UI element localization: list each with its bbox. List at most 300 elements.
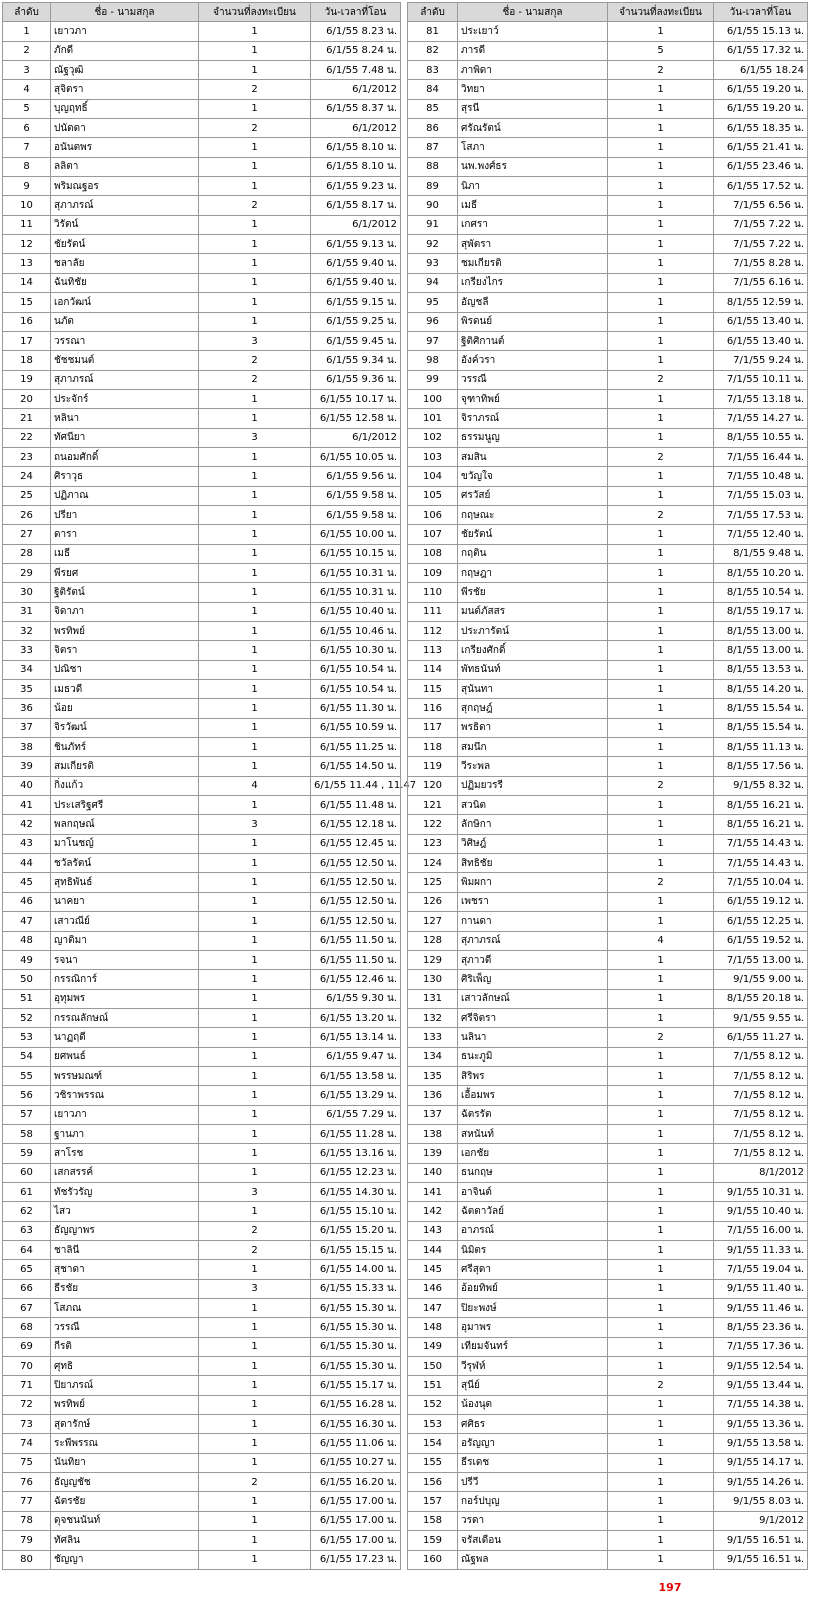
row-datetime: 6/1/55 8.24 น. (311, 41, 401, 60)
header-row (408, 3, 808, 22)
table-row (3, 99, 401, 118)
row-count: 1 (199, 912, 311, 931)
row-count: 1 (199, 525, 311, 544)
row-number: 99 (408, 370, 458, 389)
row-number: 32 (3, 622, 51, 641)
row-count: 1 (199, 1415, 311, 1434)
row-number: 156 (408, 1473, 458, 1492)
table-row (3, 447, 401, 466)
row-number: 134 (408, 1047, 458, 1066)
row-name: ธัญญาพร (51, 1221, 199, 1240)
table-row (3, 254, 401, 273)
row-number: 1 (3, 22, 51, 41)
row-name: วิศิษฎ์ (458, 834, 608, 853)
row-datetime: 6/1/55 14.30 น. (311, 1182, 401, 1201)
row-number: 41 (3, 796, 51, 815)
row-count: 4 (608, 931, 714, 950)
row-datetime: 6/1/55 16.28 น. (311, 1395, 401, 1414)
row-count: 2 (608, 505, 714, 524)
row-count: 2 (199, 1221, 311, 1240)
row-datetime: 7/1/55 8.12 น. (714, 1105, 808, 1124)
row-name: พัทธนันท์ (458, 660, 608, 679)
row-number: 85 (408, 99, 458, 118)
table-row (408, 1318, 808, 1337)
row-number: 62 (3, 1202, 51, 1221)
row-count: 1 (608, 312, 714, 331)
row-number: 110 (408, 583, 458, 602)
row-number: 75 (3, 1453, 51, 1472)
row-count: 1 (608, 1318, 714, 1337)
row-name: ภารดี (458, 41, 608, 60)
row-number: 8 (3, 157, 51, 176)
row-datetime: 6/1/55 12.25 น. (714, 912, 808, 931)
row-count: 1 (608, 331, 714, 350)
row-name: สุภาภรณ์ (51, 370, 199, 389)
row-datetime: 8/1/55 15.54 น. (714, 718, 808, 737)
row-name: วีระพล (458, 757, 608, 776)
row-count: 1 (608, 409, 714, 428)
row-datetime: 9/1/55 16.51 น. (714, 1531, 808, 1550)
row-datetime: 7/1/55 8.28 น. (714, 254, 808, 273)
table-row (408, 854, 808, 873)
table-row (3, 1260, 401, 1279)
row-number: 10 (3, 196, 51, 215)
row-datetime: 7/1/55 8.12 น. (714, 1124, 808, 1143)
row-datetime: 6/1/55 13.40 น. (714, 312, 808, 331)
row-number: 47 (3, 912, 51, 931)
row-datetime: 8/1/55 15.54 น. (714, 699, 808, 718)
row-count: 1 (608, 1492, 714, 1511)
row-count: 1 (199, 389, 311, 408)
header-count: จำนวนที่ลงทะเบียน (199, 3, 311, 22)
row-name: เมธี (51, 544, 199, 563)
row-name: อาภรณ์ (458, 1221, 608, 1240)
table-row (3, 989, 401, 1008)
row-count: 1 (199, 699, 311, 718)
row-count: 1 (199, 641, 311, 660)
row-count: 1 (608, 1163, 714, 1182)
row-number: 46 (3, 892, 51, 911)
row-name: ธนกฤษ (458, 1163, 608, 1182)
row-number: 42 (3, 815, 51, 834)
table-row (408, 351, 808, 370)
table-row (3, 1415, 401, 1434)
row-number: 121 (408, 796, 458, 815)
row-name: ประจักร์ (51, 389, 199, 408)
row-name: พริมณฐอร (51, 177, 199, 196)
row-name: จิดาภา (51, 602, 199, 621)
row-datetime: 6/1/55 18.35 น. (714, 119, 808, 138)
table-row (408, 1299, 808, 1318)
row-count: 1 (608, 815, 714, 834)
row-count: 1 (608, 680, 714, 699)
table-row (408, 1279, 808, 1298)
row-number: 149 (408, 1337, 458, 1356)
row-number: 74 (3, 1434, 51, 1453)
row-number: 105 (408, 486, 458, 505)
table-row (3, 1299, 401, 1318)
row-number: 21 (3, 409, 51, 428)
row-number: 31 (3, 602, 51, 621)
row-name: ศศิธร (458, 1415, 608, 1434)
row-count: 2 (199, 1241, 311, 1260)
row-number: 148 (408, 1318, 458, 1337)
row-count: 1 (199, 1337, 311, 1356)
table-row (408, 544, 808, 563)
row-count: 1 (608, 796, 714, 815)
row-datetime: 6/1/55 15.13 น. (714, 22, 808, 41)
row-name: กอร์ปบุญ (458, 1492, 608, 1511)
row-number: 59 (3, 1144, 51, 1163)
table-row (3, 1434, 401, 1453)
table-row (408, 796, 808, 815)
row-datetime: 8/1/55 17.56 น. (714, 757, 808, 776)
row-name: นิมิตร (458, 1241, 608, 1260)
row-datetime: 6/1/55 17.32 น. (714, 41, 808, 60)
row-datetime: 7/1/55 14.43 น. (714, 854, 808, 873)
table-row (408, 138, 808, 157)
table-row (408, 61, 808, 80)
table-row (3, 486, 401, 505)
table-row (408, 1105, 808, 1124)
table-row (3, 1376, 401, 1395)
row-datetime: 7/1/55 10.48 น. (714, 467, 808, 486)
table-row (3, 1395, 401, 1414)
table-row (408, 1357, 808, 1376)
header-order: ลำดับ (3, 3, 51, 22)
header-datetime: วัน-เวลาที่โอน (311, 3, 401, 22)
row-datetime: 7/1/55 7.22 น. (714, 235, 808, 254)
table-row (3, 1144, 401, 1163)
row-datetime: 9/1/55 13.44 น. (714, 1376, 808, 1395)
row-datetime: 6/1/55 9.45 น. (311, 331, 401, 350)
row-datetime: 6/1/55 11.50 น. (311, 950, 401, 969)
table-row (3, 1047, 401, 1066)
row-name: วรรณี (458, 370, 608, 389)
row-number: 40 (3, 776, 51, 795)
row-count: 1 (199, 467, 311, 486)
table-row (3, 834, 401, 853)
row-number: 160 (408, 1550, 458, 1569)
row-number: 56 (3, 1086, 51, 1105)
row-number: 38 (3, 738, 51, 757)
row-name: สุพัตรา (458, 235, 608, 254)
table-row (408, 1492, 808, 1511)
row-number: 92 (408, 235, 458, 254)
row-datetime: 7/1/55 10.04 น. (714, 873, 808, 892)
row-count: 1 (199, 312, 311, 331)
row-count: 1 (199, 1028, 311, 1047)
table-row (3, 312, 401, 331)
row-name: ชัยรัตน์ (51, 235, 199, 254)
table-row (408, 467, 808, 486)
table-row (3, 950, 401, 969)
table-row (3, 22, 401, 41)
table-row (408, 892, 808, 911)
row-number: 55 (3, 1066, 51, 1085)
row-name: ชวัลรัตน์ (51, 854, 199, 873)
row-count: 1 (608, 1299, 714, 1318)
row-count: 1 (608, 22, 714, 41)
row-name: อ้อยทิพย์ (458, 1279, 608, 1298)
row-number: 111 (408, 602, 458, 621)
row-number: 34 (3, 660, 51, 679)
table-row (3, 215, 401, 234)
row-datetime: 6/1/55 13.58 น. (311, 1066, 401, 1085)
row-datetime: 9/1/55 11.40 น. (714, 1279, 808, 1298)
row-count: 2 (608, 1376, 714, 1395)
row-name: ศรวัสย์ (458, 486, 608, 505)
registration-table-right (407, 2, 808, 1570)
row-count: 1 (199, 854, 311, 873)
table-row (408, 389, 808, 408)
table-row (408, 215, 808, 234)
row-datetime: 6/1/55 12.18 น. (311, 815, 401, 834)
row-count: 1 (608, 602, 714, 621)
row-number: 27 (3, 525, 51, 544)
table-row (3, 428, 401, 447)
row-count: 1 (608, 1221, 714, 1240)
registration-table-left (2, 2, 417, 1570)
row-count: 1 (608, 989, 714, 1008)
row-name: สุจิตรา (51, 80, 199, 99)
row-count: 1 (608, 1202, 714, 1221)
row-name: เมธี (458, 196, 608, 215)
table-row (408, 950, 808, 969)
row-number: 98 (408, 351, 458, 370)
row-number: 77 (3, 1492, 51, 1511)
row-datetime: 6/1/55 8.10 น. (311, 138, 401, 157)
row-count: 1 (199, 1008, 311, 1027)
row-count: 1 (608, 428, 714, 447)
row-count: 1 (608, 583, 714, 602)
table-row (3, 776, 401, 795)
row-name: กฤษณะ (458, 505, 608, 524)
table-row (408, 1182, 808, 1201)
row-datetime: 7/1/55 13.18 น. (714, 389, 808, 408)
row-number: 28 (3, 544, 51, 563)
row-number: 65 (3, 1260, 51, 1279)
table-row (408, 1550, 808, 1569)
row-datetime: 6/1/55 15.20 น. (311, 1221, 401, 1240)
row-datetime: 7/1/55 6.16 น. (714, 273, 808, 292)
table-row (3, 1008, 401, 1027)
table-row (3, 119, 401, 138)
row-name: โสภณ (51, 1299, 199, 1318)
row-count: 1 (608, 912, 714, 931)
row-name: รจนา (51, 950, 199, 969)
row-name: สุรนี (458, 99, 608, 118)
row-count: 2 (199, 1473, 311, 1492)
table-row (408, 22, 808, 41)
row-count: 1 (199, 138, 311, 157)
row-count: 1 (608, 80, 714, 99)
row-number: 158 (408, 1511, 458, 1530)
row-count: 1 (608, 1105, 714, 1124)
row-name: ดารา (51, 525, 199, 544)
row-count: 1 (199, 409, 311, 428)
row-count: 1 (608, 525, 714, 544)
row-number: 69 (3, 1337, 51, 1356)
row-name: เพชรา (458, 892, 608, 911)
row-datetime: 6/1/55 21.41 น. (714, 138, 808, 157)
row-count: 1 (199, 1047, 311, 1066)
table-row (408, 622, 808, 641)
row-name: หลินา (51, 409, 199, 428)
row-datetime: 6/1/55 12.46 น. (311, 970, 401, 989)
row-name: ธัญญชัช (51, 1473, 199, 1492)
table-row (408, 1241, 808, 1260)
table-row (3, 660, 401, 679)
row-datetime: 6/1/55 9.58 น. (311, 505, 401, 524)
row-datetime: 6/1/55 9.13 น. (311, 235, 401, 254)
row-number: 2 (3, 41, 51, 60)
table-row (3, 1279, 401, 1298)
table-row (3, 892, 401, 911)
row-number: 11 (3, 215, 51, 234)
row-name: ปณิชา (51, 660, 199, 679)
row-name: อัญชลี (458, 293, 608, 312)
table-row (408, 602, 808, 621)
row-name: อุมาพร (458, 1318, 608, 1337)
table-row (3, 1453, 401, 1472)
row-name: วรรณี (51, 1318, 199, 1337)
row-number: 141 (408, 1182, 458, 1201)
table-row (3, 1105, 401, 1124)
row-datetime: 6/1/55 10.00 น. (311, 525, 401, 544)
table-row (3, 1124, 401, 1143)
row-datetime: 7/1/55 8.12 น. (714, 1144, 808, 1163)
table-row (3, 1473, 401, 1492)
row-count: 1 (608, 1086, 714, 1105)
row-name: ฐานภา (51, 1124, 199, 1143)
row-count: 1 (199, 177, 311, 196)
row-name: ปิยาภรณ์ (51, 1376, 199, 1395)
row-datetime: 6/1/55 12.50 น. (311, 912, 401, 931)
row-number: 44 (3, 854, 51, 873)
row-count: 1 (608, 389, 714, 408)
row-number: 88 (408, 157, 458, 176)
row-number: 131 (408, 989, 458, 1008)
row-number: 51 (3, 989, 51, 1008)
row-datetime: 7/1/55 14.38 น. (714, 1395, 808, 1414)
row-datetime: 6/1/2012 (311, 215, 401, 234)
table-row (3, 1531, 401, 1550)
row-name: สุภาภรณ์ (458, 931, 608, 950)
row-number: 33 (3, 641, 51, 660)
row-number: 4 (3, 80, 51, 99)
row-count: 1 (199, 447, 311, 466)
row-datetime: 6/1/55 23.46 น. (714, 157, 808, 176)
row-name: เมธวดี (51, 680, 199, 699)
table-row (3, 351, 401, 370)
row-datetime: 7/1/55 13.00 น. (714, 950, 808, 969)
row-name: สหนันท์ (458, 1124, 608, 1143)
row-count: 1 (608, 1415, 714, 1434)
row-number: 64 (3, 1241, 51, 1260)
row-count: 1 (199, 41, 311, 60)
row-name: ชัญญา (51, 1550, 199, 1569)
table-row (408, 563, 808, 582)
row-number: 84 (408, 80, 458, 99)
row-count: 1 (608, 235, 714, 254)
row-count: 1 (608, 1260, 714, 1279)
header-datetime: วัน-เวลาที่โอน (714, 3, 808, 22)
row-number: 86 (408, 119, 458, 138)
row-number: 135 (408, 1066, 458, 1085)
row-datetime: 6/1/55 8.17 น. (311, 196, 401, 215)
row-datetime: 6/1/55 9.40 น. (311, 254, 401, 273)
table-row (3, 1492, 401, 1511)
row-datetime: 6/1/55 10.30 น. (311, 641, 401, 660)
row-number: 122 (408, 815, 458, 834)
row-number: 155 (408, 1453, 458, 1472)
row-number: 115 (408, 680, 458, 699)
row-name: ยศพนธ์ (51, 1047, 199, 1066)
row-datetime: 8/1/55 10.20 น. (714, 563, 808, 582)
row-count: 1 (608, 467, 714, 486)
table-row (408, 409, 808, 428)
row-number: 104 (408, 467, 458, 486)
row-number: 103 (408, 447, 458, 466)
table-row (3, 738, 401, 757)
row-name: ธีรชัย (51, 1279, 199, 1298)
table-row (3, 525, 401, 544)
row-name: ชินภัทร์ (51, 738, 199, 757)
row-datetime: 7/1/55 7.22 น. (714, 215, 808, 234)
row-name: ฉันทิชัย (51, 273, 199, 292)
row-name: ศิราวุธ (51, 467, 199, 486)
table-row (408, 1066, 808, 1085)
row-datetime: 6/1/55 14.00 น. (311, 1260, 401, 1279)
row-number: 7 (3, 138, 51, 157)
row-number: 76 (3, 1473, 51, 1492)
table-row (408, 641, 808, 660)
row-datetime: 9/1/55 9.00 น. (714, 970, 808, 989)
table-row (3, 331, 401, 350)
table-row (408, 1434, 808, 1453)
table-row (408, 1144, 808, 1163)
row-number: 16 (3, 312, 51, 331)
row-datetime: 6/1/55 17.00 น. (311, 1511, 401, 1530)
row-name: เอกวัฒน์ (51, 293, 199, 312)
table-row (408, 1415, 808, 1434)
row-count: 3 (199, 428, 311, 447)
row-name: พิรดนย์ (458, 312, 608, 331)
row-datetime: 6/1/55 7.48 น. (311, 61, 401, 80)
table-row (3, 389, 401, 408)
row-number: 63 (3, 1221, 51, 1240)
row-count: 1 (199, 22, 311, 41)
row-number: 94 (408, 273, 458, 292)
table-row (408, 1260, 808, 1279)
table-row (408, 931, 808, 950)
row-number: 25 (3, 486, 51, 505)
row-number: 24 (3, 467, 51, 486)
row-datetime: 7/1/55 10.11 น. (714, 370, 808, 389)
row-number: 81 (408, 22, 458, 41)
row-number: 37 (3, 718, 51, 737)
row-datetime: 6/1/55 11.44 , 11.47 (311, 776, 401, 795)
table-row (3, 854, 401, 873)
row-datetime: 6/1/55 9.25 น. (311, 312, 401, 331)
row-datetime: 9/1/55 11.33 น. (714, 1241, 808, 1260)
row-number: 80 (3, 1550, 51, 1569)
row-number: 108 (408, 544, 458, 563)
row-count: 1 (199, 757, 311, 776)
row-name: จิราภรณ์ (458, 409, 608, 428)
table-row (3, 1357, 401, 1376)
